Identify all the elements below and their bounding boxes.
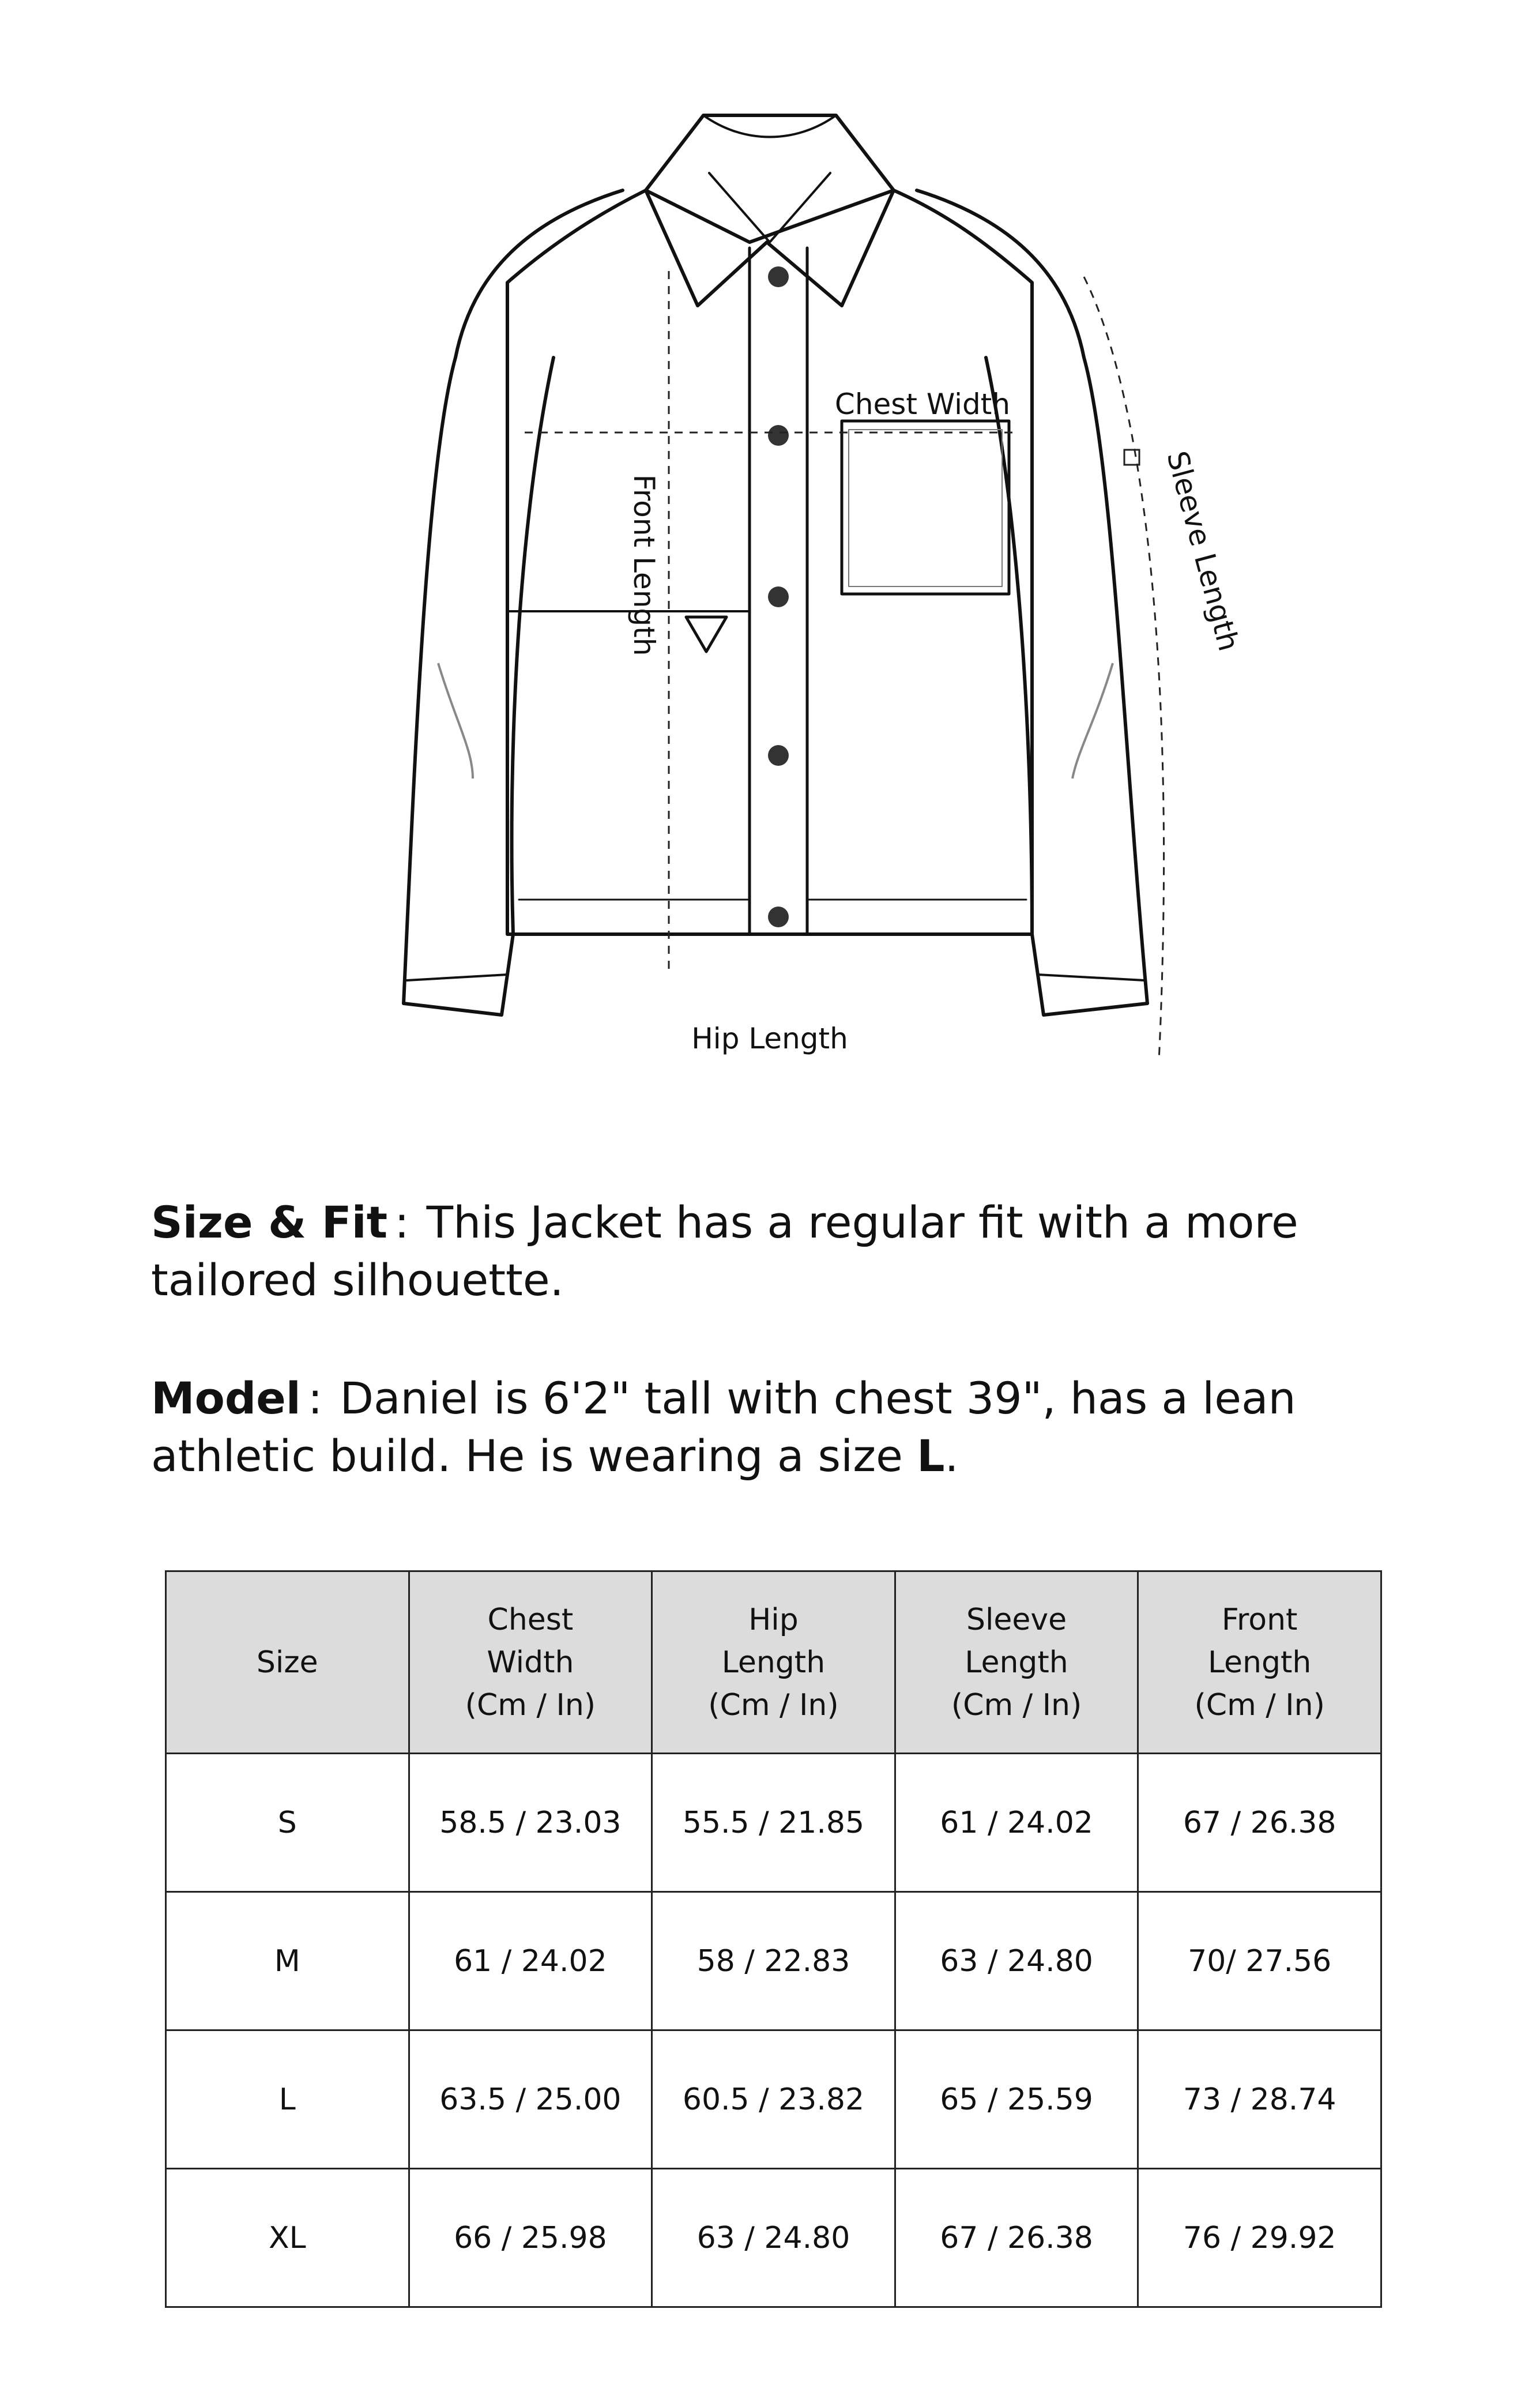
size-fit-label: Size & Fit: [151, 1197, 388, 1248]
model-label: Model: [151, 1372, 301, 1424]
header-line: Length: [721, 1645, 826, 1680]
size-chart-table: [165, 1570, 1382, 2308]
cell-chest-width: 66 / 25.98: [409, 2169, 652, 2307]
header-front-length: [1138, 1571, 1381, 1754]
size-fit-text: This Jacket has a regular fit with a more tailored silhouette.: [151, 1197, 1298, 1306]
table-row: [166, 2030, 1381, 2169]
buttons: [768, 266, 789, 927]
cell-front-length: 73 / 28.74: [1138, 2030, 1381, 2169]
cell-sleeve-length: 61 / 24.02: [895, 1754, 1138, 1892]
header-line: (Cm / In): [708, 1687, 839, 1723]
model-text: Daniel is 6'2" tall with chest 39", has a lean athletic build. He is wearing a size: [151, 1372, 1296, 1481]
right-cuff: [1038, 975, 1144, 980]
table-header-row: [166, 1571, 1381, 1754]
cell-chest-width: 63.5 / 25.00: [409, 2030, 652, 2169]
cell-size: L: [166, 2030, 409, 2169]
cell-size: M: [166, 1892, 409, 2030]
sleeve-length-guide: [1084, 277, 1164, 1061]
left-sleeve: [404, 190, 623, 1015]
header-line: Chest: [487, 1602, 574, 1637]
cell-front-length: 70/ 27.56: [1138, 1892, 1381, 2030]
chest-width-label: Chest Width: [834, 388, 1011, 421]
front-length-label: Front Length: [627, 474, 661, 656]
cell-sleeve-length: 65 / 25.59: [895, 2030, 1138, 2169]
header-sleeve-length: [895, 1571, 1138, 1754]
model-size: L: [917, 1430, 945, 1481]
cell-front-length: 67 / 26.38: [1138, 1754, 1381, 1892]
cell-size: S: [166, 1754, 409, 1892]
header-line: Size: [256, 1645, 318, 1680]
table-row: [166, 1754, 1381, 1892]
cell-chest-width: 61 / 24.02: [409, 1892, 652, 2030]
header-line: Hip: [748, 1602, 799, 1637]
size-fit-separator: :: [394, 1197, 409, 1248]
jacket-diagram: [0, 0, 1540, 1096]
cell-hip-length: 58 / 22.83: [652, 1892, 895, 2030]
cell-sleeve-length: 67 / 26.38: [895, 2169, 1138, 2307]
header-line: (Cm / In): [951, 1687, 1082, 1723]
sleeve-length-label: Sleeve Length: [1160, 447, 1246, 655]
left-cuff: [407, 975, 507, 980]
header-size: [166, 1571, 409, 1754]
model-separator: :: [307, 1372, 323, 1424]
model-end: .: [944, 1430, 959, 1481]
size-fit-description: [151, 1194, 1419, 1309]
header-hip-length: [652, 1571, 895, 1754]
cell-hip-length: 55.5 / 21.85: [652, 1754, 895, 1892]
cell-size: XL: [166, 2169, 409, 2307]
header-line: Sleeve: [966, 1602, 1067, 1637]
header-line: (Cm / In): [465, 1687, 596, 1723]
header-chest-width: [409, 1571, 652, 1754]
model-description: [151, 1370, 1419, 1485]
table-row: [166, 2169, 1381, 2307]
table-row: [166, 1892, 1381, 2030]
cell-hip-length: 63 / 24.80: [652, 2169, 895, 2307]
hip-length-label: Hip Length: [691, 1022, 848, 1055]
cell-sleeve-length: 63 / 24.80: [895, 1892, 1138, 2030]
chest-pocket: [842, 421, 1009, 594]
triangle-tag: [686, 617, 726, 652]
jacket-body: [507, 190, 1032, 934]
header-line: Width: [487, 1645, 574, 1680]
header-line: Length: [965, 1645, 1068, 1680]
sleeve-tag-icon: [1124, 450, 1139, 465]
cell-hip-length: 60.5 / 23.82: [652, 2030, 895, 2169]
header-line: Front: [1221, 1602, 1298, 1637]
header-line: Length: [1208, 1645, 1312, 1680]
cell-chest-width: 58.5 / 23.03: [409, 1754, 652, 1892]
cell-front-length: 76 / 29.92: [1138, 2169, 1381, 2307]
header-line: (Cm / In): [1194, 1687, 1325, 1723]
